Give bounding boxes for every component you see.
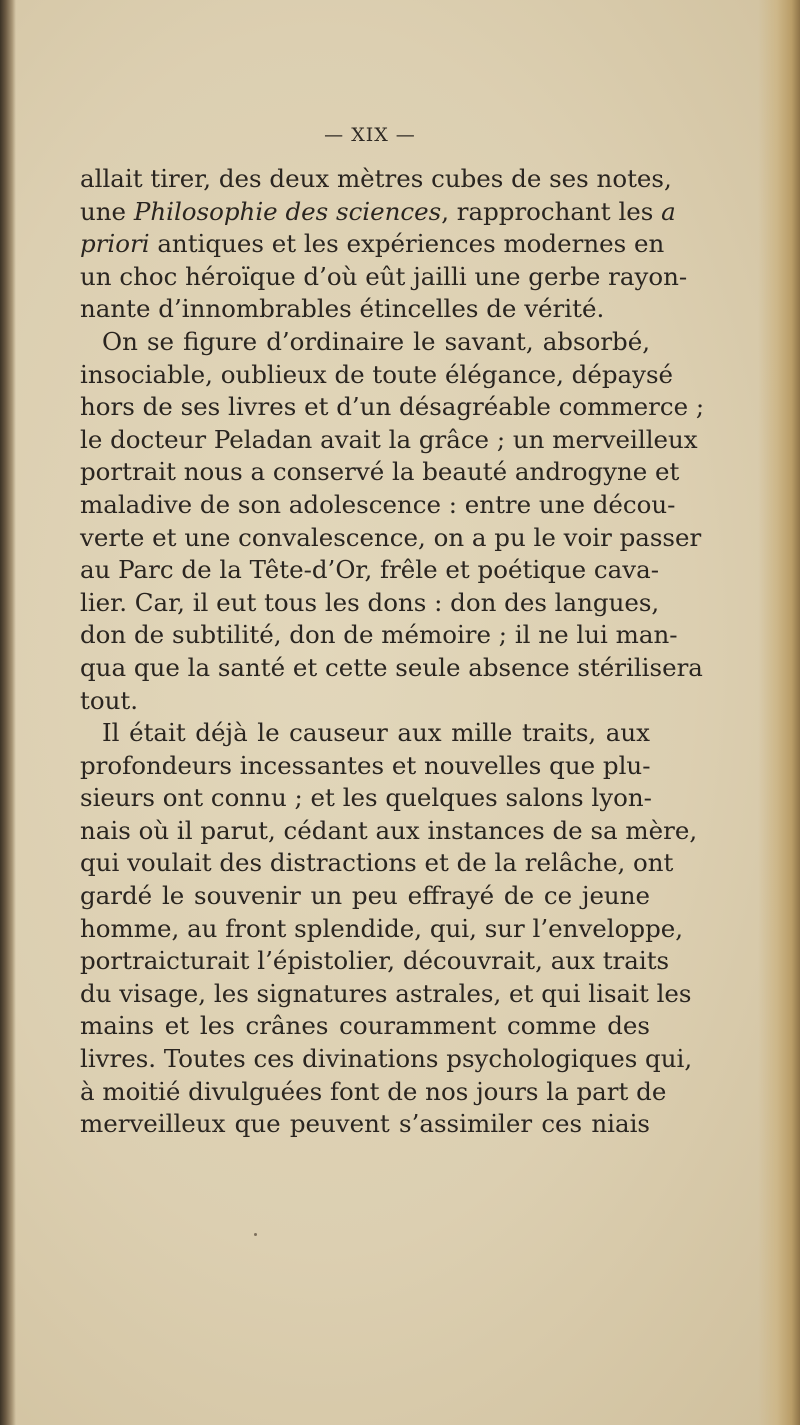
text-run: hors de ses livres et d’un désagréable commerce ; — [80, 392, 705, 422]
text-run: le docteur Peladan avait la grâce ; un merveilleux — [80, 424, 698, 454]
text-line — [80, 1108, 650, 1141]
text-line — [80, 293, 650, 326]
text-run: gardé le souvenir un peu effrayé de ce jeune — [80, 881, 650, 911]
text-line — [80, 978, 692, 1011]
text-run: antiques et les expériences modernes en — [149, 229, 665, 259]
text-line — [80, 391, 705, 424]
text-line — [80, 945, 670, 978]
text-line — [80, 261, 688, 294]
text-run: une — [80, 196, 134, 226]
text-line — [80, 554, 659, 587]
text-line — [80, 163, 672, 196]
text-run: mains et les crânes couramment comme des — [80, 1011, 650, 1041]
text-run: merveilleux que peuvent s’assimiler ces niais — [80, 1109, 650, 1139]
italic-text-run: priori — [80, 229, 150, 259]
text-run: tout. — [80, 685, 139, 715]
text-line — [80, 652, 703, 685]
text-line — [80, 750, 650, 783]
text-line — [80, 228, 665, 261]
text-run: nante d’innombrables étincelles de vérité. — [80, 294, 605, 324]
text-line — [80, 880, 650, 913]
text-run: un choc héroïque d’où eût jailli une gerbe rayon- — [80, 261, 688, 291]
text-run: nais où il parut, cédant aux instances de sa mère, — [80, 815, 698, 845]
text-line — [80, 685, 650, 718]
text-line — [80, 424, 698, 457]
text-run: allait tirer, des deux mètres cubes de ses notes, — [80, 164, 672, 193]
body-text — [80, 163, 705, 1141]
text-line — [80, 1010, 650, 1043]
text-line — [80, 1076, 667, 1109]
text-run: qua que la santé et cette seule absence stérilisera — [80, 652, 703, 682]
text-line — [80, 717, 650, 750]
text-run: don de subtilité, don de mémoire ; il ne lui man- — [80, 620, 678, 650]
text-run: du visage, les signatures astrales, et qui lisait les — [80, 978, 692, 1008]
text-line — [80, 782, 650, 815]
text-run: On se figure d’ordinaire le savant, absorbé, — [102, 326, 650, 356]
text-run: , rapprochant les — [441, 196, 662, 226]
text-line — [80, 456, 680, 489]
binding-gutter — [0, 0, 16, 1425]
text-run: insociable, oublieux de toute élégance, dépaysé — [80, 359, 674, 389]
text-line — [80, 522, 702, 555]
text-line — [80, 587, 660, 620]
text-line — [80, 815, 698, 848]
text-run: lier. Car, il eut tous les dons : don des langues, — [80, 587, 660, 617]
text-run: au Parc de la Tête-d’Or, frêle et poétique cava- — [80, 555, 659, 585]
text-line — [80, 359, 674, 392]
text-run: profondeurs incessantes et nouvelles que plu- — [80, 750, 651, 780]
text-line — [80, 619, 678, 652]
italic-text-run: Philosophie des sciences — [133, 196, 442, 226]
page-edge-shadow — [758, 0, 800, 1425]
text-run: homme, au front splendide, qui, sur l’enveloppe, — [80, 913, 684, 943]
text-run: sieurs ont connu ; et les quelques salons lyon- — [80, 783, 652, 813]
italic-text-run: a — [661, 196, 676, 226]
text-line — [80, 847, 674, 880]
text-line — [80, 1043, 693, 1076]
text-run: verte et une convalescence, on a pu le voir passer — [80, 522, 702, 552]
text-line — [80, 913, 684, 946]
text-run: Il était déjà le causeur aux mille traits, aux — [102, 718, 650, 748]
page-number-header: — XIX — — [324, 124, 416, 146]
text-run: qui voulait des distractions et de la relâche, ont — [80, 848, 674, 878]
text-run: livres. Toutes ces divinations psychologiques qui, — [80, 1044, 693, 1074]
text-run: portraicturait l’épistolier, découvrait, aux traits — [80, 946, 670, 976]
text-run: maladive de son adolescence : entre une décou- — [80, 489, 676, 519]
text-line — [80, 196, 676, 229]
text-line — [80, 489, 676, 522]
text-run: à moitié divulguées font de nos jours la part de — [80, 1076, 667, 1106]
ink-speck — [254, 1233, 257, 1236]
text-run: portrait nous a conservé la beauté androgyne et — [80, 457, 680, 487]
text-line — [80, 326, 650, 359]
